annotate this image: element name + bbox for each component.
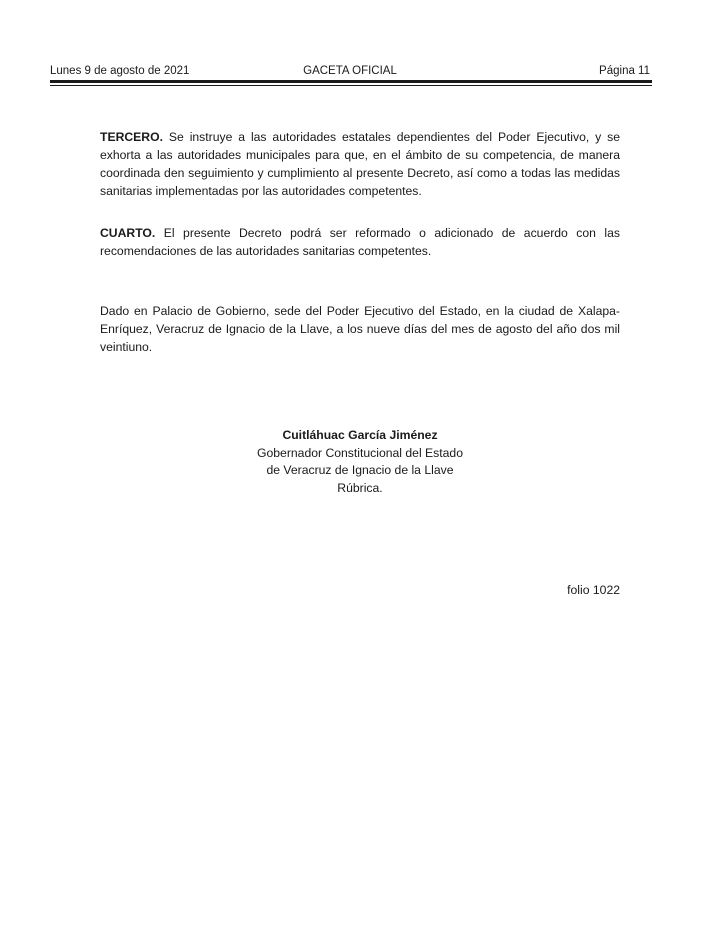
paragraph-dado-text: Dado en Palacio de Gobierno, sede del Poder Ejecutivo del Estado, en la ciudad de Xalapa-Enríquez, Veracruz de Ignacio de la Llave, a los nueve días del mes de agosto del año dos mil veintiuno. [100, 304, 620, 354]
paragraph-tercero-lead: TERCERO. [100, 130, 163, 144]
folio-number: folio 1022 [567, 583, 620, 597]
paragraph-cuarto-lead: CUARTO. [100, 226, 156, 240]
header-date: Lunes 9 de agosto de 2021 [50, 65, 190, 77]
paragraph-dado [100, 302, 620, 356]
signatory-rubrica: Rúbrica. [337, 480, 383, 495]
paragraph-cuarto [100, 224, 620, 260]
page-header [50, 64, 650, 78]
header-publication-title: GACETA OFICIAL [303, 65, 397, 77]
paragraph-cuarto-text: El presente Decreto podrá ser reformado o adicionado de acuerdo con las recomendaciones de las autoridades sanitarias competentes. [100, 226, 620, 258]
header-rule-thick [50, 80, 652, 83]
paragraph-tercero [100, 128, 620, 200]
header-rule-thin [50, 85, 652, 86]
signatory-title-line-2: de Veracruz de Ignacio de la Llave [266, 463, 454, 477]
signature-block [160, 427, 560, 497]
signatory-name: Cuitláhuac García Jiménez [282, 428, 438, 442]
paragraph-tercero-text: Se instruye a las autoridades estatales dependientes del Poder Ejecutivo, y se exhorta a las autoridades municipales para que, en el ámbito de su competencia, de manera coordinada den seguimiento y cumplimiento al presente Decreto, así como a todas las medidas sanitarias implementadas por las autoridades competentes. [100, 130, 620, 198]
signatory-title-line-1: Gobernador Constitucional del Estado [257, 445, 463, 460]
header-page-number: Página 11 [599, 65, 650, 77]
